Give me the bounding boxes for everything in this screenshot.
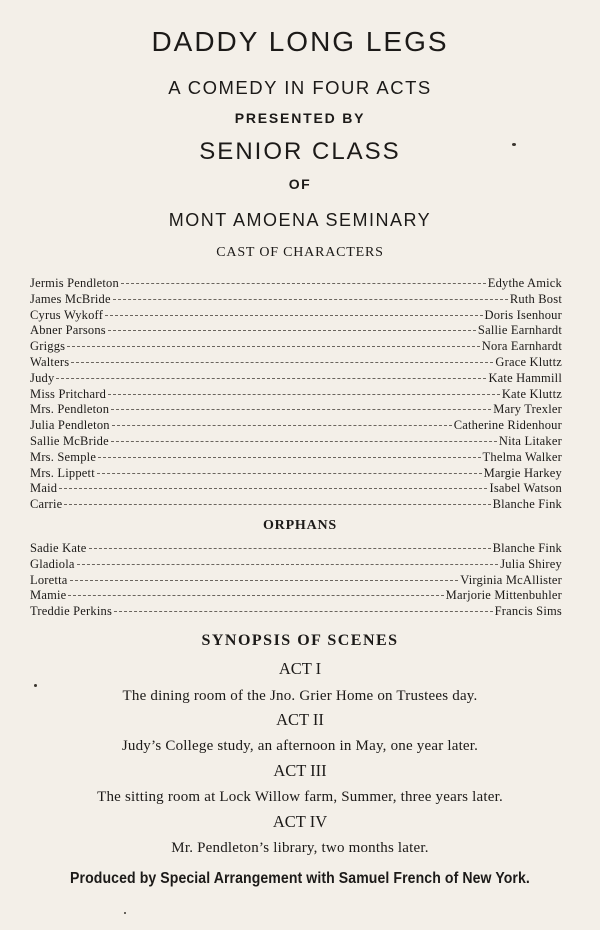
actor-name: Virginia McAllister: [460, 572, 562, 587]
character-name: Carrie: [30, 497, 63, 512]
actor-name: Nora Earnhardt: [481, 339, 562, 354]
character-name: Sadie Kate: [30, 541, 87, 555]
dotted-leader: [114, 610, 493, 612]
character-name: Abner Parsons: [30, 323, 106, 338]
act-3-scene: The sitting room at Lock Willow farm, Summer, three years later.: [97, 789, 503, 805]
cast-row: [30, 604, 562, 620]
actor-name: Blanche Fink: [492, 497, 562, 512]
dotted-leader: [71, 361, 493, 363]
act-1-heading: ACT I: [278, 659, 322, 678]
actor-name: Nita Litaker: [498, 433, 562, 448]
character-name: Walters: [30, 354, 70, 369]
dotted-leader: [68, 594, 443, 596]
cast-row: [30, 557, 562, 573]
character-name: Maid: [30, 481, 58, 496]
act-1-scene: The dining room of the Jno. Grier Home on Trustees day.: [122, 688, 478, 704]
actor-name: Edythe Amick: [487, 276, 562, 290]
cast-row: [30, 339, 562, 355]
actor-name: Thelma Walker: [482, 449, 562, 464]
act-2-scene: Judy’s College study, an afternoon in May, one year later.: [121, 738, 479, 754]
cast-row: [30, 308, 562, 324]
cast-row: [30, 387, 562, 403]
character-name: Loretta: [30, 572, 68, 587]
class-name: SENIOR CLASS: [199, 138, 401, 165]
play-subtitle: A COMEDY IN FOUR ACTS: [168, 77, 432, 98]
dotted-leader: [111, 408, 491, 410]
cast-row: [30, 355, 562, 371]
orphans-list: [30, 541, 562, 620]
actor-name: Catherine Ridenhour: [453, 418, 562, 433]
production-credit: Produced by Special Arrangement with Samuel French of New York.: [70, 870, 530, 887]
character-name: Mrs. Lippett: [30, 465, 95, 480]
dotted-leader: [89, 547, 491, 549]
character-name: Miss Pritchard: [30, 386, 107, 401]
character-name: James McBride: [30, 291, 111, 306]
dotted-leader: [56, 377, 486, 379]
dotted-leader: [77, 563, 499, 565]
character-name: Julia Pendleton: [30, 418, 110, 433]
dotted-leader: [111, 440, 497, 442]
actor-name: Blanche Fink: [492, 541, 562, 555]
cast-row: [30, 481, 562, 497]
actor-name: Julia Shirey: [500, 556, 562, 571]
actor-name: Doris Isenhour: [484, 307, 562, 322]
ink-speck: [34, 684, 37, 687]
actor-name: Marjorie Mittenbuhler: [445, 588, 562, 603]
school-name: MONT AMOENA SEMINARY: [168, 210, 432, 230]
cast-row: [30, 276, 562, 292]
character-name: Gladiola: [30, 556, 75, 571]
actor-name: Kate Kluttz: [501, 386, 562, 401]
dotted-leader: [70, 579, 459, 581]
cast-row: [30, 434, 562, 450]
dotted-leader: [108, 329, 476, 331]
character-name: Mamie: [30, 588, 67, 603]
dotted-leader: [67, 345, 480, 347]
ink-speck: [124, 912, 126, 914]
cast-heading: CAST OF CHARACTERS: [216, 245, 384, 260]
dotted-leader: [64, 503, 490, 505]
actor-name: Francis Sims: [494, 604, 562, 619]
cast-row: [30, 402, 562, 418]
cast-row: [30, 418, 562, 434]
actor-name: Grace Kluttz: [495, 354, 562, 369]
cast-row: [30, 371, 562, 387]
actor-name: Sallie Earnhardt: [477, 323, 562, 338]
actor-name: Ruth Bost: [509, 291, 562, 306]
cast-row: [30, 541, 562, 557]
dotted-leader: [108, 393, 500, 395]
actor-name: Margie Harkey: [483, 465, 562, 480]
dotted-leader: [97, 472, 482, 474]
cast-list: [30, 276, 562, 513]
cast-row: [30, 466, 562, 482]
character-name: Treddie Perkins: [30, 604, 113, 619]
orphans-heading: ORPHANS: [262, 518, 338, 533]
act-2-heading: ACT II: [276, 710, 324, 729]
character-name: Griggs: [30, 339, 66, 354]
act-4-heading: ACT IV: [272, 812, 328, 831]
cast-row: [30, 573, 562, 589]
act-4-scene: Mr. Pendleton’s library, two months later.: [171, 840, 429, 856]
character-name: Cyrus Wykoff: [30, 307, 104, 322]
dotted-leader: [121, 282, 486, 284]
dotted-leader: [113, 298, 508, 300]
actor-name: Mary Trexler: [493, 402, 562, 417]
ink-speck: [512, 143, 516, 146]
cast-row: [30, 497, 562, 513]
cast-row: [30, 292, 562, 308]
character-name: Judy: [30, 370, 55, 385]
character-name: Mrs. Semple: [30, 449, 97, 464]
act-3-heading: ACT III: [273, 761, 327, 780]
dotted-leader: [105, 314, 482, 316]
cast-row: [30, 588, 562, 604]
character-name: Mrs. Pendleton: [30, 402, 110, 417]
character-name: Sallie McBride: [30, 433, 109, 448]
synopsis-heading: SYNOPSIS OF SCENES: [201, 632, 399, 649]
dotted-leader: [59, 487, 487, 489]
of-label: OF: [288, 176, 312, 192]
play-title: DADDY LONG LEGS: [151, 26, 449, 57]
presented-by: PRESENTED BY: [234, 110, 366, 126]
cast-row: [30, 450, 562, 466]
character-name: Jermis Pendleton: [30, 276, 119, 290]
actor-name: Kate Hammill: [488, 370, 562, 385]
cast-row: [30, 323, 562, 339]
dotted-leader: [98, 456, 480, 458]
actor-name: Isabel Watson: [489, 481, 562, 496]
dotted-leader: [112, 424, 452, 426]
